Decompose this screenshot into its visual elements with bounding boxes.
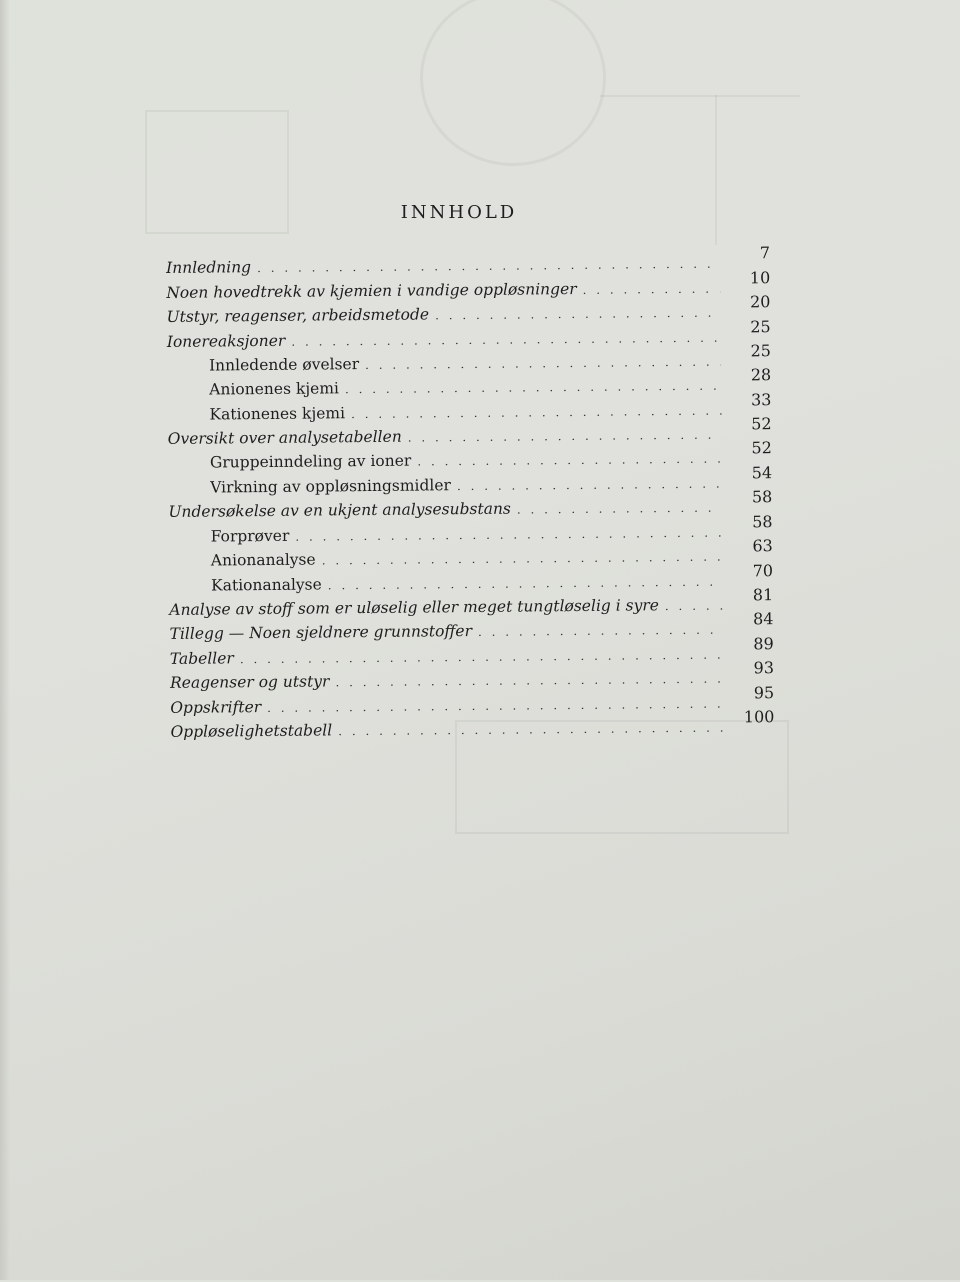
dot-leader bbox=[417, 447, 722, 474]
toc-entry-page: 70 bbox=[752, 561, 774, 581]
dot-leader bbox=[665, 594, 724, 619]
toc-entry-label: Utstyr, reagenser, arbeidsmetode bbox=[166, 305, 430, 326]
toc-entry-page: 7 bbox=[759, 243, 771, 263]
toc-entry-page: 20 bbox=[749, 292, 771, 312]
toc-entry-label: Innledende øvelser bbox=[208, 355, 360, 375]
toc-entry-page: 28 bbox=[750, 365, 772, 385]
toc-entry-label: Noen hovedtrekk av kjemien i vandige oppløsninger bbox=[166, 280, 577, 302]
dot-leader bbox=[345, 374, 722, 402]
toc-entry-label: Oversikt over analysetabellen bbox=[167, 427, 402, 448]
dot-leader bbox=[517, 496, 723, 522]
toc-entry-label: Kationenes kjemi bbox=[209, 404, 346, 424]
page-title: INNHOLD bbox=[400, 202, 518, 223]
toc-entry-page: 10 bbox=[749, 268, 771, 288]
toc-entry-label: Analyse av stoff som er uløselig eller meget tungtløselig i syre bbox=[169, 596, 659, 619]
toc-entry-label: Anionenes kjemi bbox=[209, 379, 340, 399]
toc-entry-page: 100 bbox=[743, 707, 775, 727]
toc-entry-label: Oppskrifter bbox=[170, 698, 262, 717]
toc-entry-page: 84 bbox=[753, 609, 774, 629]
toc-entry-page: 58 bbox=[752, 512, 773, 532]
toc-entry-page: 25 bbox=[750, 341, 771, 361]
toc-entry-label: Gruppeinndeling av ioner bbox=[209, 451, 412, 472]
toc-entry-page: 33 bbox=[750, 390, 772, 410]
toc-entry-label: Virkning av oppløsningsmidler bbox=[210, 476, 451, 497]
toc-entry-label: Reagenser og utstyr bbox=[169, 672, 330, 692]
toc-entry-page: 58 bbox=[751, 487, 773, 507]
toc-entry-page: 93 bbox=[753, 658, 775, 678]
toc-entry-label: Anionanalyse bbox=[210, 550, 316, 570]
toc-entry-label: Tillegg — Noen sjeldnere grunnstoffer bbox=[169, 622, 473, 643]
toc-entry-label: Tabeller bbox=[169, 649, 234, 668]
toc-entry-label: Innledning bbox=[165, 258, 252, 277]
dot-leader bbox=[478, 618, 724, 644]
toc-entry-label: Ionereaksjoner bbox=[166, 331, 286, 351]
toc-entry-page: 52 bbox=[751, 414, 772, 434]
toc-entry-label: Oppløselighetstabell bbox=[170, 721, 333, 741]
dot-leader bbox=[583, 277, 721, 302]
toc-entry-page: 52 bbox=[751, 438, 772, 458]
toc-entry-page: 95 bbox=[753, 683, 775, 703]
toc-entry-label: Undersøkelse av en ukjent analysesubstans bbox=[168, 499, 511, 521]
toc-entry-page: 54 bbox=[751, 463, 773, 483]
dot-leader bbox=[338, 716, 725, 744]
toc-entry-page: 89 bbox=[753, 634, 774, 654]
toc-entry-page: 25 bbox=[750, 317, 771, 337]
toc-entry-label: Kationanalyse bbox=[211, 575, 322, 595]
dot-leader bbox=[435, 301, 721, 328]
toc-entry-page: 81 bbox=[752, 585, 774, 605]
toc-entry-page: 63 bbox=[752, 536, 773, 556]
toc-entry-label: Forprøver bbox=[210, 526, 290, 546]
